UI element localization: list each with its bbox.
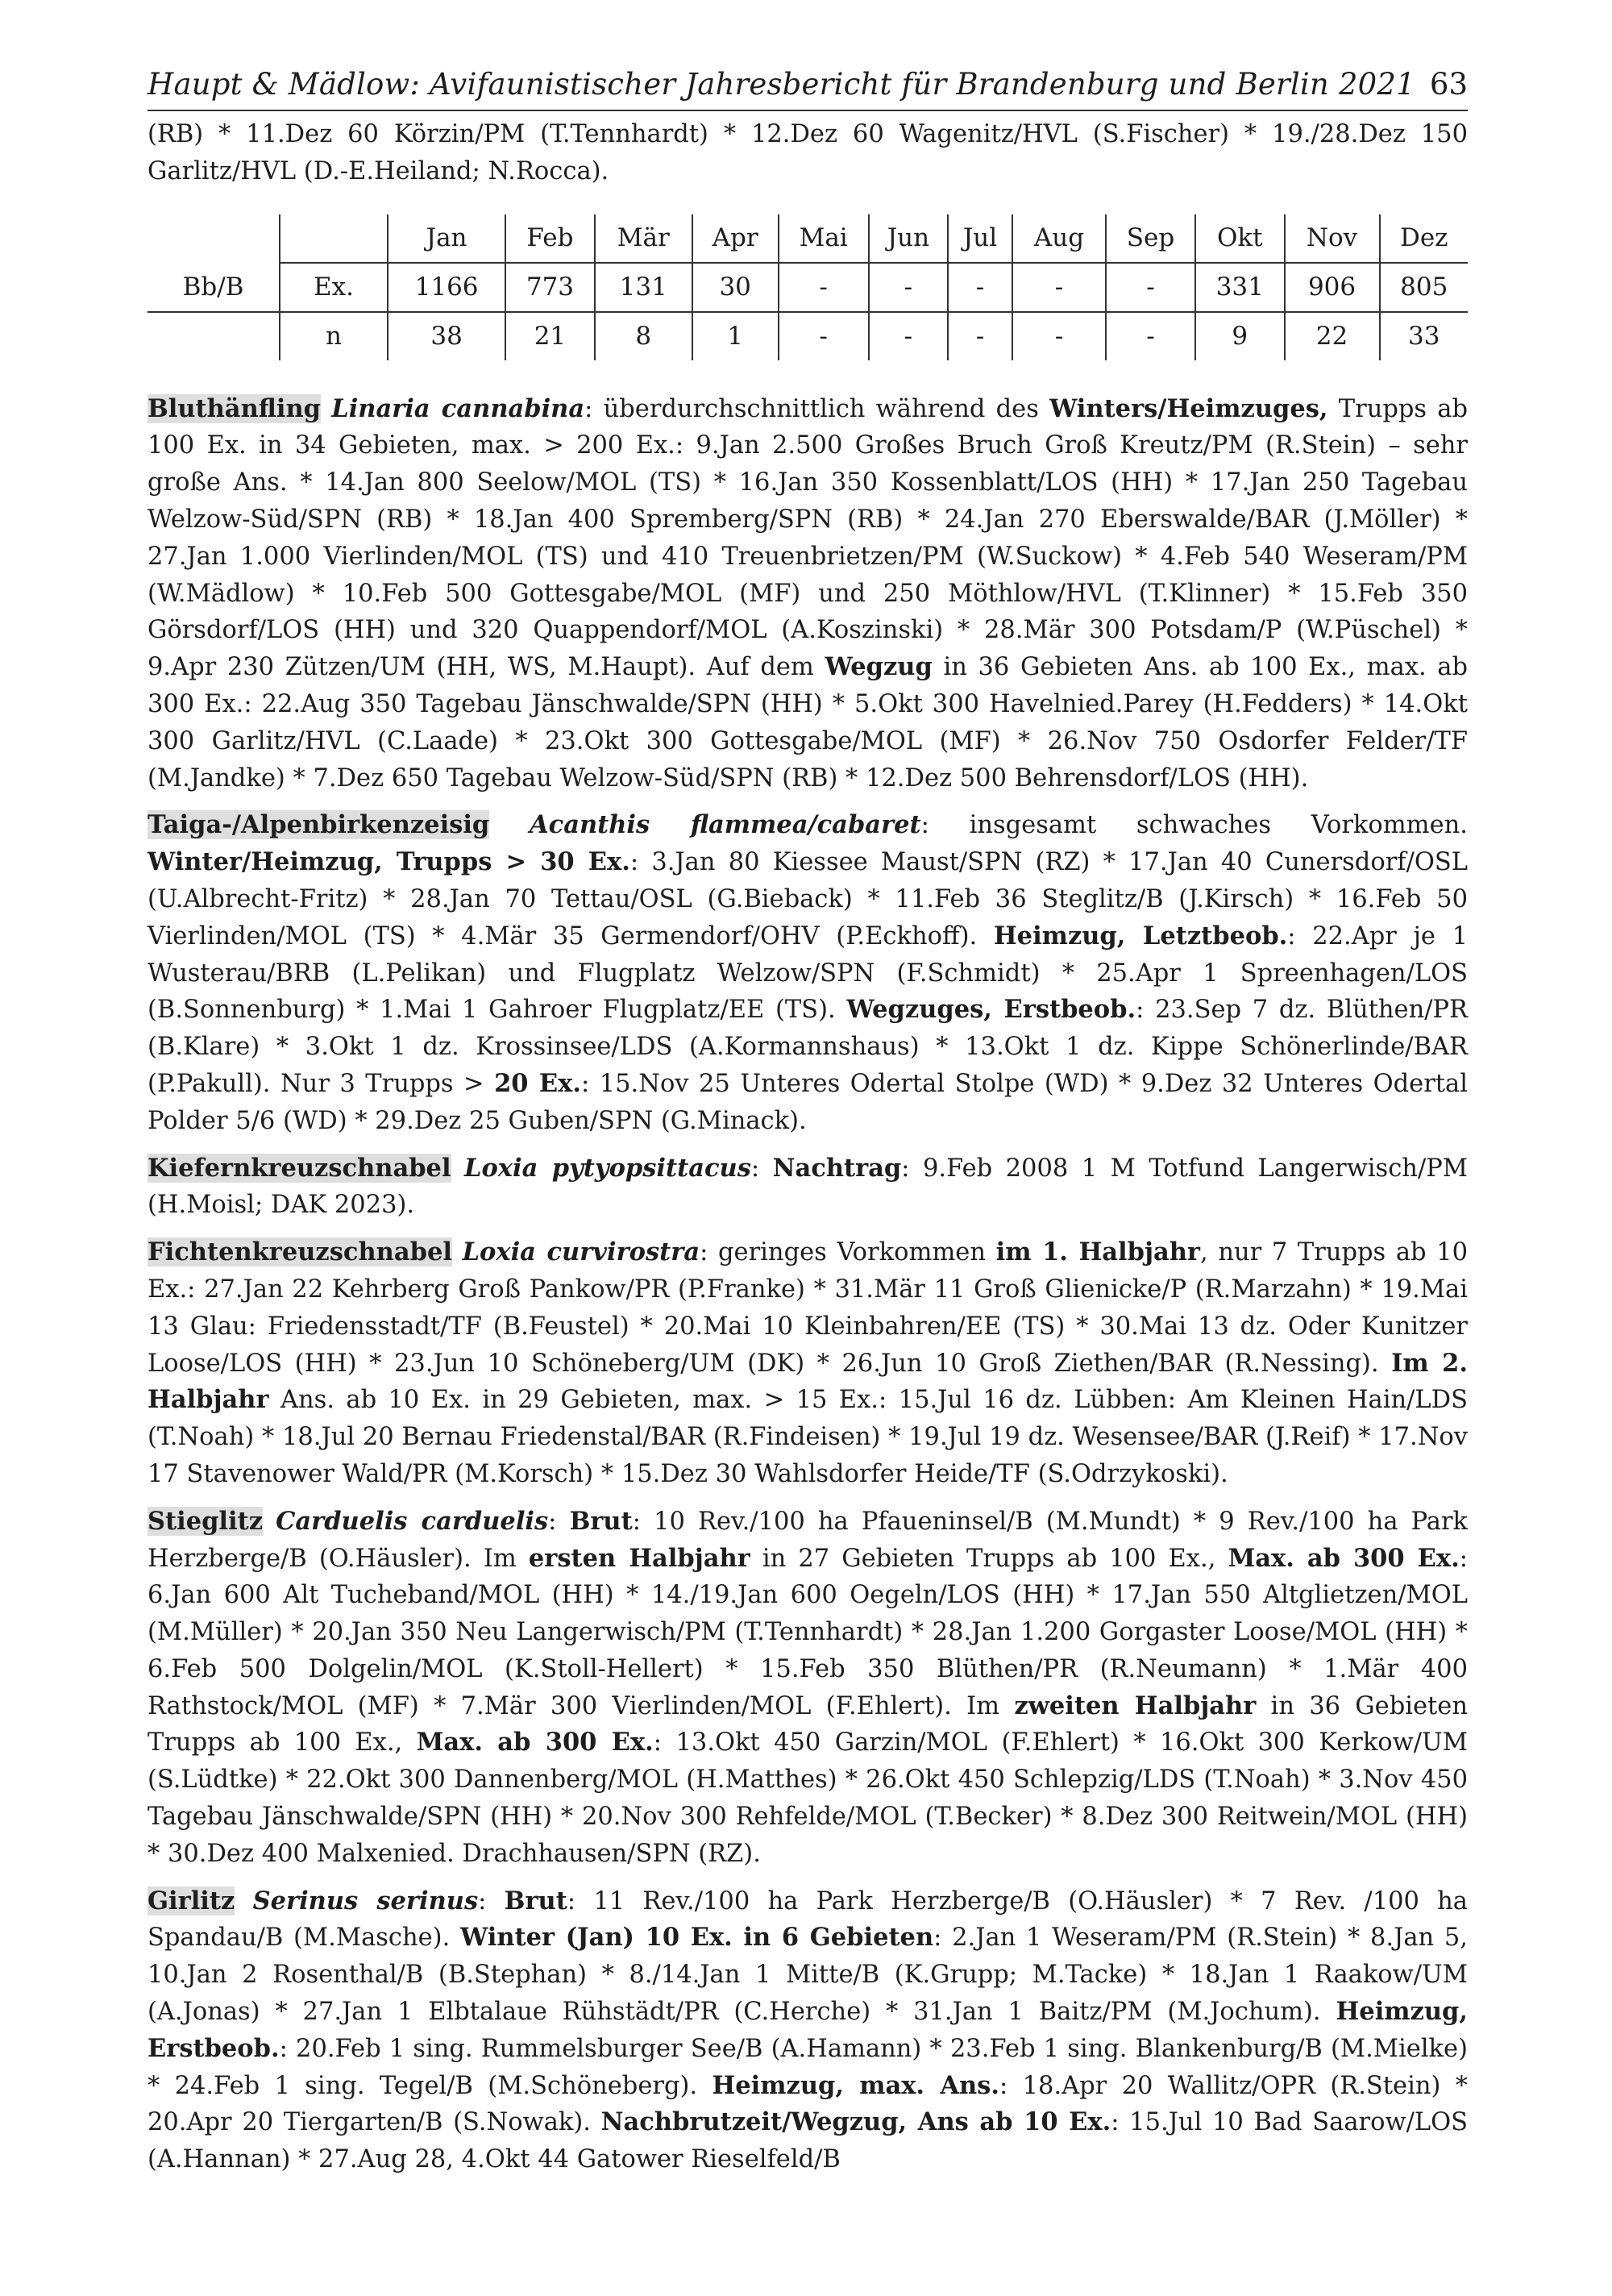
text-segment: : 11 Rev./100 ha Park Herzberge/B (O.Häusler) * 7 Rev. /100 ha Spandau/B (M.Masche). [147, 1886, 1468, 1953]
bold-text-segment: Winter (Jan) 10 Ex. in 6 Gebieten [460, 1923, 934, 1953]
species-latin-name: Carduelis carduelis [276, 1506, 549, 1536]
table-month-cell: Sep [1106, 214, 1195, 263]
text-segment: : 20.Feb 1 sing. Rummelsburger See/B (A.Hamann) * 23.Feb 1 sing. Blankenburg/B (M.Mielke) * 24.Feb 1 sing. Tegel/B (M.Schöneberg). [147, 2034, 1468, 2100]
text-segment: : [548, 1507, 570, 1536]
table-value-cell: - [869, 263, 948, 312]
text-segment: : 23.Sep 7 dz. Blüthen/PR (B.Klare) * 3.Okt 1 dz. Krossinsee/LDS (A.Kormannshaus) * 13.Okt 1 dz. Kippe Schönerlinde/BAR (P.Pakull). Nur 3 Trupps > [147, 996, 1468, 1098]
species-latin-name: Loxia curvirostra [462, 1237, 700, 1267]
table-region-blank-cell [147, 312, 280, 360]
intro-paragraph: (RB) * 11.Dez 60 Körzin/PM (T.Tennhardt) * 12.Dez 60 Wagenitz/HVL (S.Fischer) * 19./28.Dez 150 Garlitz/HVL (D.-E.Heiland; N.Rocca). [147, 120, 1468, 185]
text-segment: : 13.Okt 450 Garzin/MOL (F.Ehlert) * 16.Okt 300 Kerkow/UM (S.Lüdtke) * 22.Okt 300 Dannenberg/MOL (H.Matthes) * 26.Okt 450 Schlepzig/LDS (T.Noah) * 3.Nov 450 Tagebau Jänschwalde/SPN (HH) * 20.Nov 300 Rehfelde/MOL (T.Becker) * 8.Dez 300 Reitwein/MOL (HH) * 30.Dez 400 Malxenied. Drachhausen/SPN (RZ). [147, 1728, 1468, 1868]
table-month-cell: Okt [1195, 214, 1285, 263]
table-month-cell: Feb [505, 214, 595, 263]
bold-text-segment: Nachbrutzeit/Wegzug, Ans ab 10 Ex. [600, 2107, 1111, 2137]
text-segment: : überdurchschnittlich während des [584, 394, 1050, 423]
species-paragraph [147, 1150, 1468, 1225]
text-segment: : 9.Feb 2008 1 M Totfund Langerwisch/PM (H.Moisl; DAK 2023). [147, 1154, 1468, 1220]
species-paragraph [147, 1234, 1468, 1493]
table-value-cell: 22 [1285, 312, 1380, 360]
table-month-cell: Apr [692, 214, 779, 263]
table-value-cell: 805 [1380, 263, 1468, 312]
species-latin-name: Acanthis flammea/cabaret [529, 810, 921, 840]
text-segment: Ans. ab 10 Ex. in 29 Gebieten, max. > 15 Ex.: 15.Jul 16 dz. Lübben: Am Kleinen Hain/LDS (T.Noah) * 18.Jul 20 Bernau Friedenstal/BAR (R.Findeisen) * 19.Jul 19 dz. Wesensee/BAR (J.Reif) * 17.Nov 17 Stavenower Wald/PR (M.Korsch) * 15.Dez 30 Wahlsdorfer Heide/TF (S.Odrzykoski). [147, 1386, 1468, 1488]
table-month-cell: Aug [1012, 214, 1106, 263]
table-value-cell: - [1106, 312, 1195, 360]
table-value-cell: 906 [1285, 263, 1380, 312]
table-value-cell: 8 [595, 312, 692, 360]
table-value-cell: - [779, 312, 869, 360]
text-segment: : 18.Apr 20 Wallitz/OPR (R.Stein) * 20.Apr 20 Tiergarten/B (S.Nowak). [147, 2071, 1468, 2137]
table-month-cell: Nov [1285, 214, 1380, 263]
bold-text-segment: Wegzug [825, 652, 933, 682]
table-row-ex [147, 263, 1468, 312]
text-segment: : 10 Rev./100 ha Pfaueninsel/B (M.Mundt) * 9 Rev./100 ha Park Herzberge/B (O.Häusler). Im [147, 1507, 1468, 1573]
table-row-n [147, 312, 1468, 360]
species-paragraph [147, 807, 1468, 1139]
text-segment: in 36 Gebieten Ans. ab 100 Ex., max. ab 300 Ex.: 22.Aug 350 Tagebau Jänschwalde/SPN (HH) * 5.Okt 300 Havelnied.Parey (H.Fedders) * 14.Okt 300 Garlitz/HVL (C.Laade) * 23.Okt 300 Gottesgabe/MOL (MF) * 26.Nov 750 Osdorfer Felder/TF (M.Jandke) * 7.Dez 650 Tagebau Welzow-Süd/SPN (RB) * 12.Dez 500 Behrensdorf/LOS (HH). [147, 653, 1469, 792]
table-month-cell: Jan [388, 214, 505, 263]
species-name: Taiga-/Alpenbirkenzeisig [147, 810, 490, 840]
bold-text-segment: Winter/Heimzug, Trupps > 30 Ex. [147, 847, 630, 877]
table-value-cell: - [1106, 263, 1195, 312]
table-region-cell: Bb/B [147, 263, 280, 312]
bold-text-segment: Nachtrag [772, 1153, 902, 1183]
table-month-cell: Mär [595, 214, 692, 263]
text-segment: : 15.Nov 25 Unteres Odertal Stolpe (WD) * 9.Dez 32 Unteres Odertal Polder 5/6 (WD) * 29.Dez 25 Guben/SPN (G.Minack). [147, 1069, 1468, 1135]
table-value-cell: - [1012, 263, 1106, 312]
monthly-table-wrap [147, 214, 1468, 360]
table-corner-cell [147, 214, 280, 263]
bold-text-segment: im 1. Halbjahr [995, 1237, 1201, 1267]
table-month-cell: Jun [869, 214, 948, 263]
species-paragraph [147, 1504, 1468, 1873]
table-value-cell: 331 [1195, 263, 1285, 312]
table-value-cell: 1 [692, 312, 779, 360]
table-value-cell: 33 [1380, 312, 1468, 360]
bold-text-segment: Max. ab 300 Ex. [1228, 1543, 1460, 1573]
text-segment: : 2.Jan 1 Weseram/PM (R.Stein) * 8.Jan 5, 10.Jan 2 Rosenthal/B (B.Stephan) * 8./14.Jan 1 Mitte/B (K.Grupp; M.Tacke) * 18.Jan 1 Raakow/UM (A.Jonas) * 27.Jan 1 Elbtalaue Rühstädt/PR (C.Herche) * 31.Jan 1 Baitz/PM (M.Jochum). [147, 1924, 1468, 2027]
text-segment: : 22.Apr je 1 Wusterau/BRB (L.Pelikan) und Flugplatz Welzow/SPN (F.Schmidt) * 25.Apr 1 Spreenhagen/LOS (B.Sonnenburg) * 1.Mai 1 Gahroer Flugplatz/EE (TS). [147, 921, 1468, 1025]
table-month-cell: Dez [1380, 214, 1468, 263]
text-segment: : insgesamt schwaches Vorkommen. [920, 811, 1468, 840]
table-value-cell: - [948, 263, 1012, 312]
page-number: 63 [1429, 67, 1468, 102]
bold-text-segment: Heimzug, Letztbeob. [993, 921, 1288, 950]
table-value-cell: - [869, 312, 948, 360]
bold-text-segment: zweiten Halbjahr [1014, 1691, 1257, 1720]
table-value-cell: - [1012, 312, 1106, 360]
table-value-cell: 1166 [388, 263, 505, 312]
text-segment: : 15.Jul 10 Bad Saarow/LOS (A.Hannan) * 27.Aug 28, 4.Okt 44 Gatower Rieselfeld/B [147, 2108, 1469, 2174]
table-month-cell: Mai [779, 214, 869, 263]
text-segment: Trupps ab 100 Ex. in 34 Gebieten, max. > 200 Ex.: 9.Jan 2.500 Großes Bruch Groß Kreutz/PM (R.Stein) – sehr große Ans. * 14.Jan 800 Seelow/MOL (TS) * 16.Jan 350 Kossenblatt/LOS (HH) * 17.Jan 250 Tagebau Welzow-Süd/SPN (RB) * 18.Jan 400 Spremberg/SPN (RB) * 24.Jan 270 Eberswalde/BAR (J.Möller) * 27.Jan 1.000 Vierlinden/MOL (TS) und 410 Treuenbrietzen/PM (W.Suckow) * 4.Feb 540 Weseram/PM (W.Mädlow) * 10.Feb 500 Gottesgabe/MOL (MF) und 250 Möthlow/HVL (T.Klinner) * 15.Feb 350 Görsdorf/LOS (HH) und 320 Quappendorf/MOL (A.Koszinski) * 28.Mär 300 Potsdam/P (W.Püschel) * 9.Apr 230 Zützen/UM (HH, WS, M.Haupt). Auf dem [147, 394, 1468, 682]
text-segment: , nur 7 Trupps ab 10 Ex.: 27.Jan 22 Kehrberg Groß Pankow/PR (P.Franke) * 31.Mär 11 Groß Glienicke/P (R.Marzahn) * 19.Mai 13 Glau: Friedensstadt/TF (B.Feustel) * 20.Mai 10 Kleinbahren/EE (TS) * 30.Mai 13 dz. Oder Kunitzer Loose/LOS (HH) * 23.Jun 10 Schöneberg/UM (DK) * 26.Jun 10 Groß Ziethen/BAR (R.Nessing). [147, 1238, 1468, 1378]
species-latin-name: Linaria cannabina [331, 393, 585, 423]
text-segment: : geringes Vorkommen [700, 1238, 996, 1267]
header-title: Haupt & Mädlow: Avifaunistischer Jahresbericht für Brandenburg und Berlin 2021 [147, 67, 1415, 102]
species-latin-name: Loxia pytyopsittacus [464, 1153, 751, 1183]
text-segment: in 36 Gebieten Trupps ab 100 Ex., [147, 1691, 1468, 1757]
species-name: Bluthänfling [147, 393, 322, 423]
bold-text-segment: ersten Halbjahr [528, 1543, 750, 1573]
bold-text-segment: Wegzuges, Erstbeob. [846, 995, 1136, 1025]
running-header [147, 64, 1468, 111]
table-label-header-cell [280, 214, 388, 263]
table-month-cell: Jul [948, 214, 1012, 263]
species-paragraph [147, 391, 1468, 797]
table-row-label: Ex. [280, 263, 388, 312]
table-value-cell: 38 [388, 312, 505, 360]
table-value-cell: - [779, 263, 869, 312]
species-name: Girlitz [147, 1886, 235, 1915]
table-value-cell: 21 [505, 312, 595, 360]
text-segment: in 27 Gebieten Trupps ab 100 Ex., [750, 1544, 1228, 1573]
monthly-table [147, 214, 1468, 360]
text-segment: : [478, 1886, 505, 1915]
bold-text-segment: Max. ab 300 Ex. [416, 1728, 654, 1757]
table-value-cell: 773 [505, 263, 595, 312]
bold-text-segment: 20 Ex. [494, 1068, 581, 1098]
table-value-cell: 9 [1195, 312, 1285, 360]
table-value-cell: 131 [595, 263, 692, 312]
bold-text-segment: Winters/Heimzuges, [1049, 393, 1328, 423]
bold-text-segment: Im 2. Halbjahr [147, 1348, 1468, 1415]
table-value-cell: 30 [692, 263, 779, 312]
species-latin-name: Serinus serinus [252, 1886, 479, 1915]
table-header-row [147, 214, 1468, 263]
table-value-cell: - [948, 312, 1012, 360]
species-name: Fichtenkreuzschnabel [147, 1237, 452, 1267]
bold-text-segment: Brut [569, 1506, 633, 1536]
text-segment: : 6.Jan 600 Alt Tucheband/MOL (HH) * 14./19.Jan 600 Oegeln/LOS (HH) * 17.Jan 550 Altglietzen/MOL (M.Müller) * 20.Jan 350 Neu Langerwisch/PM (T.Tennhardt) * 28.Jan 1.200 Gorgaster Loose/MOL (HH) * 6.Feb 500 Dolgelin/MOL (K.Stoll-Hellert) * 15.Feb 350 Blüthen/PR (R.Neumann) * 1.Mär 400 Rathstock/MOL (MF) * 7.Mär 300 Vierlinden/MOL (F.Ehlert). Im [147, 1544, 1468, 1720]
species-list [147, 391, 1468, 2178]
bold-text-segment: Heimzug, Erstbeob. [147, 1997, 1468, 2063]
bold-text-segment: Brut [504, 1886, 567, 1915]
species-name: Stieglitz [147, 1506, 264, 1536]
bold-text-segment: Heimzug, max. Ans. [712, 2070, 999, 2100]
text-segment: : [750, 1154, 773, 1183]
table-row-label: n [280, 312, 388, 360]
text-segment: : 3.Jan 80 Kiessee Maust/SPN (RZ) * 17.Jan 40 Cunersdorf/OSL (U.Albrecht-Fritz) * 28.Jan 70 Tettau/OSL (G.Bieback) * 11.Feb 36 Steglitz/B (J.Kirsch) * 16.Feb 50 Vierlinden/MOL (TS) * 4.Mär 35 Germendorf/OHV (P.Eckhoff). [147, 848, 1468, 950]
species-paragraph [147, 1883, 1468, 2178]
species-name: Kiefernkreuzschnabel [147, 1153, 451, 1183]
page [147, 64, 1468, 2178]
